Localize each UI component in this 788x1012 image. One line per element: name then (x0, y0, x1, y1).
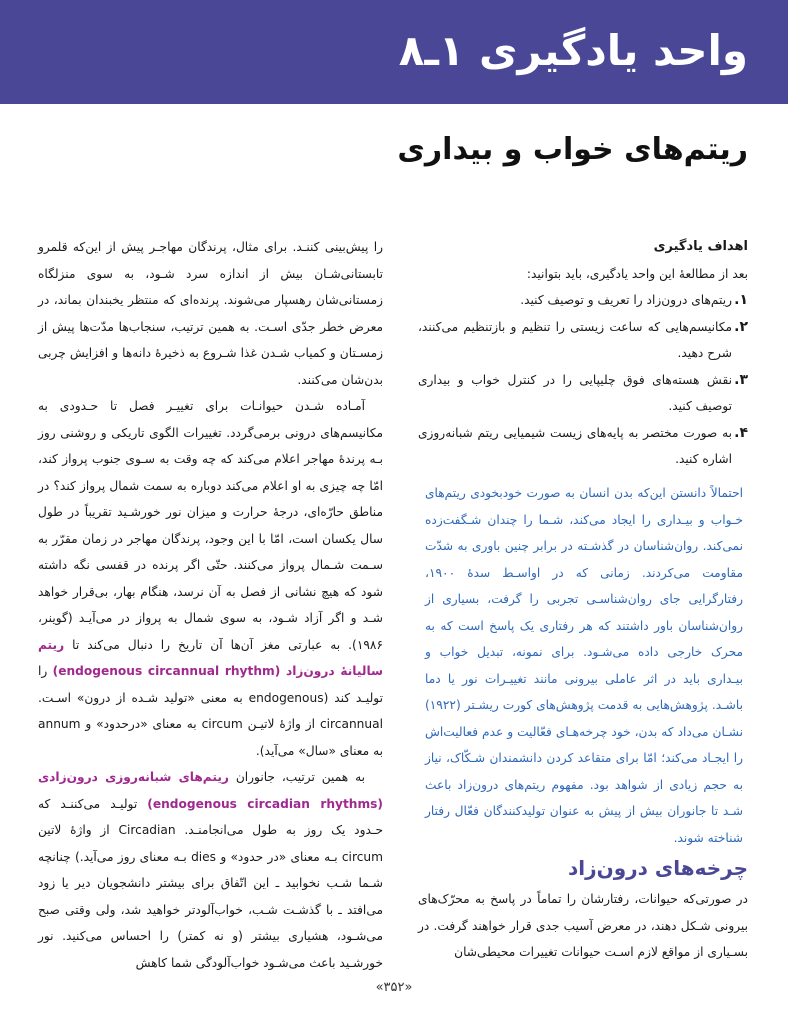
objective-number: ۴. (734, 424, 748, 441)
objective-text: به صورت مختصر به پایه‌های زیست شیمیایی ریتم شبانه‌روزی اشاره کنید. (418, 425, 732, 466)
body-text: به همین ترتیب، جانوران (235, 770, 365, 784)
unit-title: واحد یادگیری ۱ـ۸ (398, 26, 748, 75)
objective-item (418, 367, 748, 420)
objective-item (418, 420, 748, 473)
left-column (38, 234, 383, 976)
objective-number: ۱. (734, 292, 748, 308)
chapter-title: ریتم‌های خواب و بیداری (397, 132, 748, 167)
objectives-heading: اهداف یادگیری (653, 239, 748, 254)
objective-text: نقش هسته‌های فوق چلیپایی را در کنترل خواب و بیداری توصیف کنید. (418, 372, 732, 413)
key-term: ریتم‌های شبانه‌روزی درون‌زادی (endogenous circadian rhythms) (38, 770, 383, 811)
body-paragraph (38, 764, 383, 976)
objective-text: مکانیسم‌هایی که ساعت زیستی را تنظیم و بازتنظیم می‌کنند، شرح دهید. (418, 319, 732, 360)
objective-number: ۲. (734, 318, 748, 335)
page-number: «۳۵۲» (375, 980, 413, 995)
objectives-lead: بعد از مطالعهٔ این واحد یادگیری، باید بتوانید: (526, 266, 748, 281)
objective-item (418, 314, 748, 367)
body-text: را تولیـد کند (endogenous به معنی «تولید شـده از درون» اسـت. circannual از واژهٔ لاتیـن circum به معنای «درحدود» و annum به معنای «سال» می‌آید). (38, 664, 383, 758)
body-text: تولیـد می‌کننـد که حـدود یک روز به طول می‌انجامنـد. Circadian از واژهٔ لاتین circum بـه معنای «در حدود» و dies بـه معنای روز می‌آید.) چنانچه شـما شـب نخوابید ـ این اتّفاق برای بیشتر دانشجویان دیر یا زود می‌افتد ـ با گذشـت شـب، خواب‌آلودتر خواهید شد، ولی وقتی صبح می‌شـود، هشیاری بیشتر (و نه کمتر) را احساس می‌کنید. نور خورشـید باعث می‌شـود خواب‌آلودگی شما کاهش (38, 796, 383, 970)
section-paragraph: در صورتی‌که حیوانات، رفتارشان را تماماً در پاسخ به محرّک‌های بیرونی شـکل دهند، در معرض آسیب جدی قرار خواهند گرفت. در بسـیاری از مواقع لازم اسـت حیوانات تغییرات محیطی‌شان (418, 892, 748, 959)
unit-banner (0, 0, 788, 104)
section-heading: چرخه‌های درون‌زاد (568, 856, 748, 880)
objective-number: ۳. (734, 371, 748, 388)
intro-paragraph: احتمالاً دانستن این‌که بدن انسان به صورت خودبخودی ریتم‌های خـواب و بیـداری را ایجاد می‌کند، شـما را چندان شـگفت‌زده نمی‌کند. روان‌شناسان در گذشـته در برابر چنین باوری به شدّت مقاومت می‌کردند. زمانی که در اواسـط سدهٔ ۱۹۰۰، رفتارگرایی جای روان‌شناسـی تجربی را گرفت، بسیاری از روان‌شناسان باور داشتند که هر رفتاری یک پاسخ است که به محرک خارجی داده می‌شـود. برای نمونه، تبدیل خواب و بیـداری باید در اثر عاملی بیرونی مانند تغییـرات نور یا دما باشـد. پژوهش‌هایی به قدمت پژوهش‌های کورت ریشـتر (۱۹۲۲) نشـان می‌داد که بدن، خود چرخه‌هـای فعّالیت و عدم فعالیت‌اش را ایجـاد می‌کند؛ امّا برای متقاعد کردن دانشمندان شـکّاک، نیاز به حجم زیادی از شواهد بود. مفهوم ریتم‌های درون‌زاد باعث شـد تا جانوران بیش از پیش به عنوان تولیدکنندگان فعّال رفتار شناخته شوند. (425, 486, 743, 845)
body-text: آمـاده شـدن حیوانـات برای تغییـر فصل تا حـدودی به مکانیسم‌های درونی برمی‌گردد. تغییرات الگوی تاریکی و روشنی روز بـه پرندهٔ مهاجر اعلام می‌کند که چه وقت به سـوی جنوب پرواز کند، امّا چه چیزی به او اعلام می‌کند دوباره به سمت شمال پرواز کند؟ در مناطق حارّه‌ای، درجهٔ حرارت و میزان نور خورشـید تقریباً در طول سال یکسان است، امّا با این وجود، پرندگان مهاجر در زمان مقرّر به سـمت شـمال پرواز می‌کنند. حتّی اگر پرنده در قفسی نگه داشته شود که هیچ نشانی از فصل به آن نرسد، هنگام بهار، بی‌قرار خواهد شـد و اگر آزاد شـود، به سوی شمال به پرواز در می‌آیـد (گوینر، ۱۹۸۶). به عبارتی مغز آن‌ها آن تاریخ را دنبال می‌کند تا (38, 399, 383, 652)
learning-objectives (418, 234, 748, 473)
objective-item (418, 287, 748, 314)
body-paragraph: را پیش‌بینی کننـد. برای مثال، پرندگان مهاجـر پیش از این‌که قلمرو تابستانی‌شـان بیش از اندازه سرد شـود، به سوی منزلگاه زمستانی‌شان رهسپار می‌شوند. پرنده‌ای که منتظر یخبندان بماند، در معرض خطر جدّی اسـت. به همین ترتیب، سنجاب‌ها مدّت‌ها پیش از زمسـتان و کمیاب شـدن غذا شـروع به ذخیرهٔ دانه‌ها و افزایش چربی بدن‌شان می‌کنند. (38, 240, 383, 387)
objective-text: ریتم‌های درون‌زاد را تعریف و توصیف کنید. (520, 293, 732, 307)
body-paragraph (38, 393, 383, 764)
key-term: ریتم سالیانهٔ درون‌زاد (endogenous circannual rhythm) (38, 637, 383, 678)
